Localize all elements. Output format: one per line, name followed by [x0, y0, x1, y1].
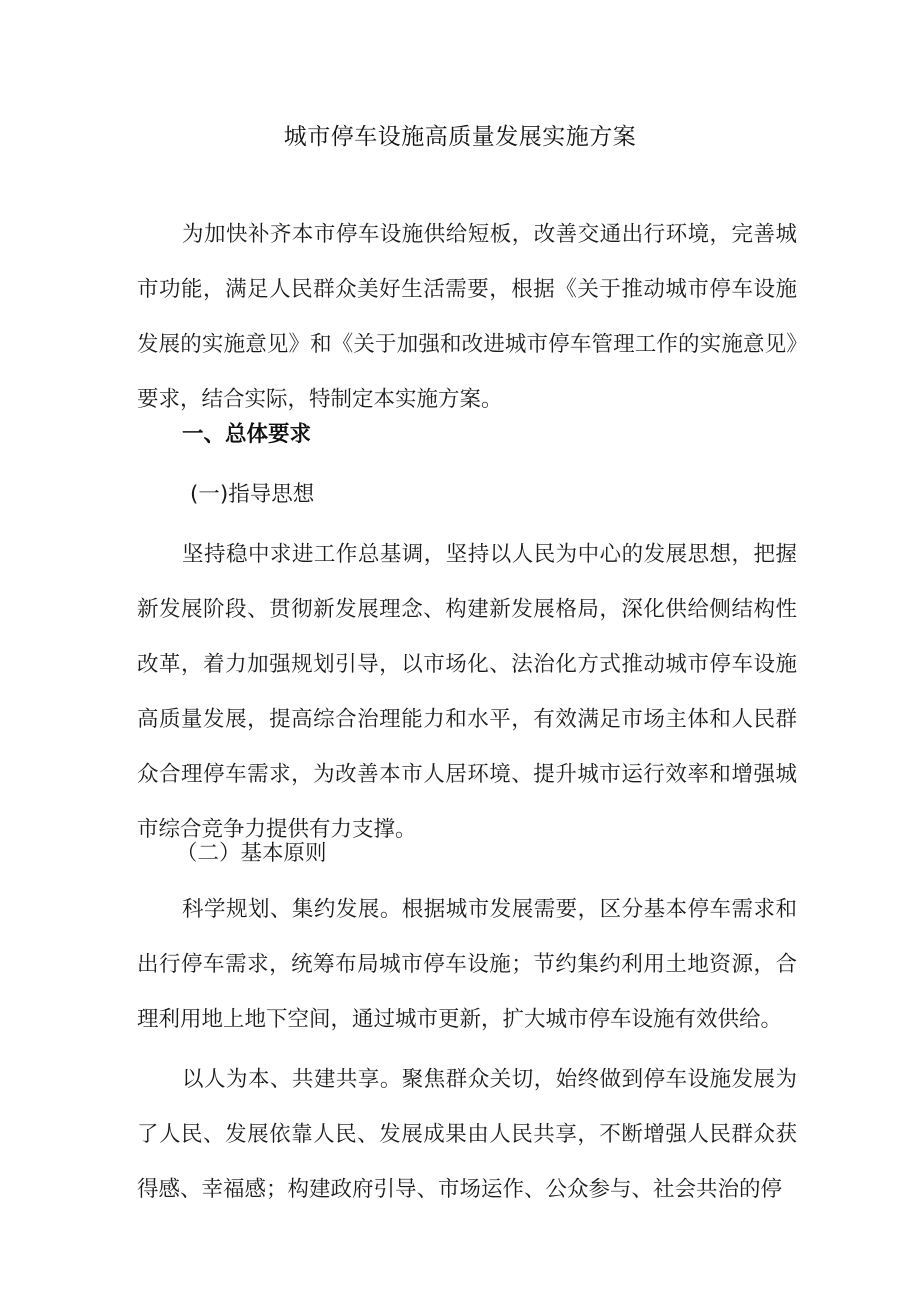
principle-paragraph-people-oriented: 以人为本、共建共享。聚焦群众关切，始终做到停车设施发展为了人民、发展依靠人民、发展成果由人民共享，不断增强人民群众获得感、幸福感；构建政府引导、市场运作、公众参与、社会共治的停	[137, 1067, 797, 1202]
principle-paragraph-planning: 科学规划、集约发展。根据城市发展需要，区分基本停车需求和出行停车需求，统筹布局城市停车设施；节约集约利用土地资源，合理利用地上地下空间，通过城市更新，扩大城市停车设施有效供给。	[137, 897, 797, 1032]
document-title: 城市停车设施高质量发展实施方案	[283, 124, 637, 150]
subsection-heading-guiding-ideology: (一)指导思想	[190, 482, 315, 507]
subsection-heading-basic-principles: （二）基本原则	[176, 841, 327, 866]
intro-paragraph: 为加快补齐本市停车设施供给短板，改善交通出行环境，完善城市功能，满足人民群众美好生活需要，根据《关于推动城市停车设施发展的实施意见》和《关于加强和改进城市停车管理工作的实施意见》要求，结合实际，特制定本实施方案。	[137, 222, 797, 412]
guiding-ideology-paragraph: 坚持稳中求进工作总基调，坚持以人民为中心的发展思想，把握新发展阶段、贯彻新发展理念、构建新发展格局，深化供给侧结构性改革，着力加强规划引导，以市场化、法治化方式推动城市停车设施高质量发展，提高综合治理能力和水平，有效满足市场主体和人民群众合理停车需求，为改善本市人居环境、提升城市运行效率和增强城市综合竞争力提供有力支撑。	[137, 542, 797, 842]
section-heading-overall-requirements: 一、总体要求	[182, 422, 312, 447]
